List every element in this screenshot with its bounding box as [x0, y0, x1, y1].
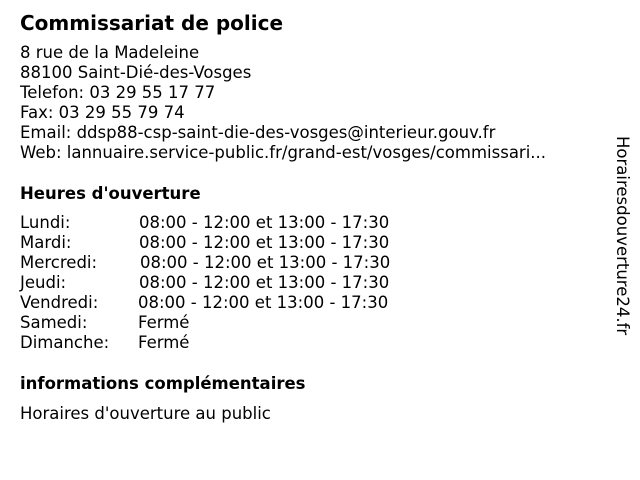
hours-day: Dimanche: — [20, 333, 110, 352]
hours-day: Jeudi: — [20, 273, 67, 292]
address-street: 8 rue de la Madeleine — [20, 43, 200, 62]
hours-day: Lundi: — [20, 213, 71, 232]
info-text: Horaires d'ouverture au public — [20, 404, 271, 423]
fax-number: Fax: 03 29 55 79 74 — [20, 103, 185, 122]
site-watermark: Horairesdouverture24.fr — [613, 136, 632, 336]
contact-block — [20, 43, 546, 163]
website-link[interactable]: Web: lannuaire.service-public.fr/grand-est/vosges/commissari... — [20, 143, 547, 162]
hours-day: Vendredi: — [20, 293, 99, 312]
hours-day: Mardi: — [20, 233, 72, 252]
hours-time: 08:00 - 12:00 et 13:00 - 17:30 — [139, 233, 390, 252]
hours-heading: Heures d'ouverture — [20, 184, 201, 203]
address-city: 88100 Saint-Dié-des-Vosges — [20, 63, 252, 82]
hours-time: 08:00 - 12:00 et 13:00 - 17:30 — [139, 213, 390, 232]
hours-day: Samedi: — [20, 313, 88, 332]
email-address: Email: ddsp88-csp-saint-die-des-vosges@interieur.gouv.fr — [20, 123, 496, 142]
hours-time: 08:00 - 12:00 et 13:00 - 17:30 — [140, 253, 391, 272]
hours-time: 08:00 - 12:00 et 13:00 - 17:30 — [139, 273, 390, 292]
hours-time: 08:00 - 12:00 et 13:00 - 17:30 — [138, 293, 389, 312]
info-heading: informations complémentaires — [20, 374, 306, 393]
hours-time: Fermé — [138, 313, 190, 332]
page-title: Commissariat de police — [20, 11, 284, 35]
hours-time: Fermé — [138, 333, 190, 352]
hours-day: Mercredi: — [20, 253, 98, 272]
phone-number: Telefon: 03 29 55 17 77 — [20, 83, 216, 102]
